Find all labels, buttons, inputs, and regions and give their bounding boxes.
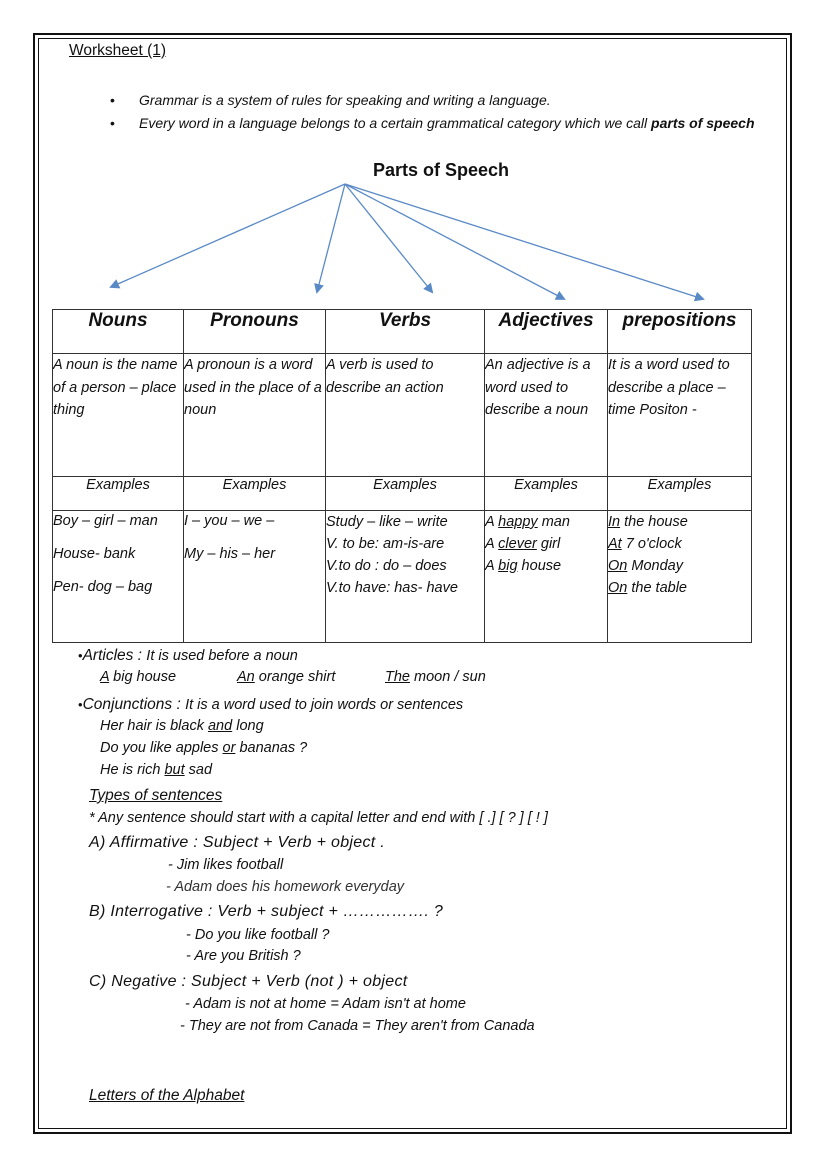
bullet-grammar-text: Grammar is a system of rules for speaking and writing a language. [139,92,551,108]
example-item: Pen- dog – bag [53,579,153,595]
conjunctions-line [78,696,463,714]
conjunctions-example-1: Her hair is black and long [100,718,264,734]
arrow-to-prepositions [345,184,703,299]
example-item: A happy man [485,514,570,530]
example-item: Boy – girl – man [53,513,158,529]
interrogative-head: B) Interrogative : Verb + subject + ……………. ? [89,903,444,920]
diagram-arrows [0,0,826,320]
examples-label: Examples [485,477,608,511]
header-prepositions: prepositions [608,310,752,354]
examples-adjectives [485,511,608,643]
affirmative-example-2: - Adam does his homework everyday [166,879,405,895]
examples-label: Examples [608,477,752,511]
example-item: My – his – her [184,546,276,562]
conjunctions-example-2: Do you like apples or bananas ? [100,740,308,756]
bullet-dot: • [110,115,115,131]
affirmative-example-1: - Jim likes football [168,857,284,873]
conjunctions-head: Conjunctions : [82,696,186,713]
bullet-dot: • [78,697,83,712]
alphabet-title: Letters of the Alphabet [89,1087,245,1104]
diagram-title: Parts of Speech [373,160,510,180]
articles-example-3: The moon / sun [385,669,486,685]
bullet-dot: • [78,648,83,663]
articles-line [78,647,298,665]
table-examples-row [53,511,752,643]
example-item: V. to be: am-is-are [326,536,445,552]
examples-label: Examples [326,477,485,511]
articles-head: Articles : [82,647,147,664]
parts-of-speech-table [52,309,752,643]
example-item: A big house [485,558,562,574]
table-definition-row [53,354,752,477]
example-item: A clever girl [485,536,561,552]
example-item: I – you – we – [184,513,275,529]
example-item: V.to have: has- have [326,580,458,596]
bullet-category-bold: parts of speech [651,115,755,131]
header-pronouns: Pronouns [184,310,326,354]
arrow-to-pronouns [317,184,345,292]
negative-head: C) Negative : Subject + Verb (not ) + object [89,973,408,990]
worksheet-title: Worksheet (1) [69,42,167,59]
examples-label: Examples [53,477,184,511]
example-item: At 7 o'clock [608,536,682,552]
affirmative-head: A) Affirmative : Subject + Verb + object . [89,834,385,851]
header-verbs: Verbs [326,310,485,354]
articles-example-2: An orange shirt [237,669,336,685]
conjunctions-example-3: He is rich but sad [100,762,213,778]
interrogative-example-1: - Do you like football ? [186,927,330,943]
example-item: V.to do : do – does [326,558,447,574]
definition-pronouns: A pronoun is a word used in the place of a noun [184,354,326,477]
examples-prepositions [608,511,752,643]
definition-adjectives: An adjective is a word used to describe a noun [485,354,608,477]
bullet-dot: • [110,92,115,108]
example-item: On the table [608,580,688,596]
table-header-row [53,310,752,354]
examples-label: Examples [184,477,326,511]
example-item: Study – like – write [326,514,448,530]
negative-example-1: - Adam is not at home = Adam isn't at home [185,996,466,1012]
definition-nouns: A noun is the name of a person – place thing [53,354,184,477]
arrow-to-adjectives [345,184,564,299]
definition-verbs: A verb is used to describe an action [326,354,485,477]
example-item: On Monday [608,558,683,574]
types-of-sentences-title: Types of sentences [89,787,223,804]
header-adjectives: Adjectives [485,310,608,354]
examples-verbs [326,511,485,643]
bullet-category-text: Every word in a language belongs to a certain grammatical category which we call [139,115,652,131]
examples-nouns [53,511,184,643]
definition-prepositions: It is a word used to describe a place – time Positon - [608,354,752,477]
example-item: House- bank [53,546,136,562]
conjunctions-desc: It is a word used to join words or sentences [185,697,464,713]
articles-example-1: A big house [100,669,177,685]
articles-desc: It is used before a noun [146,648,298,664]
arrow-to-nouns [111,184,345,287]
interrogative-example-2: - Are you British ? [186,948,301,964]
header-nouns: Nouns [53,310,184,354]
arrow-to-verbs [345,184,432,292]
negative-example-2: - They are not from Canada = They aren't from Canada [180,1018,535,1034]
example-item: In the house [608,514,688,530]
sentence-rule: * Any sentence should start with a capital letter and end with [ .] [ ? ] [ ! ] [89,810,548,826]
examples-pronouns [184,511,326,643]
